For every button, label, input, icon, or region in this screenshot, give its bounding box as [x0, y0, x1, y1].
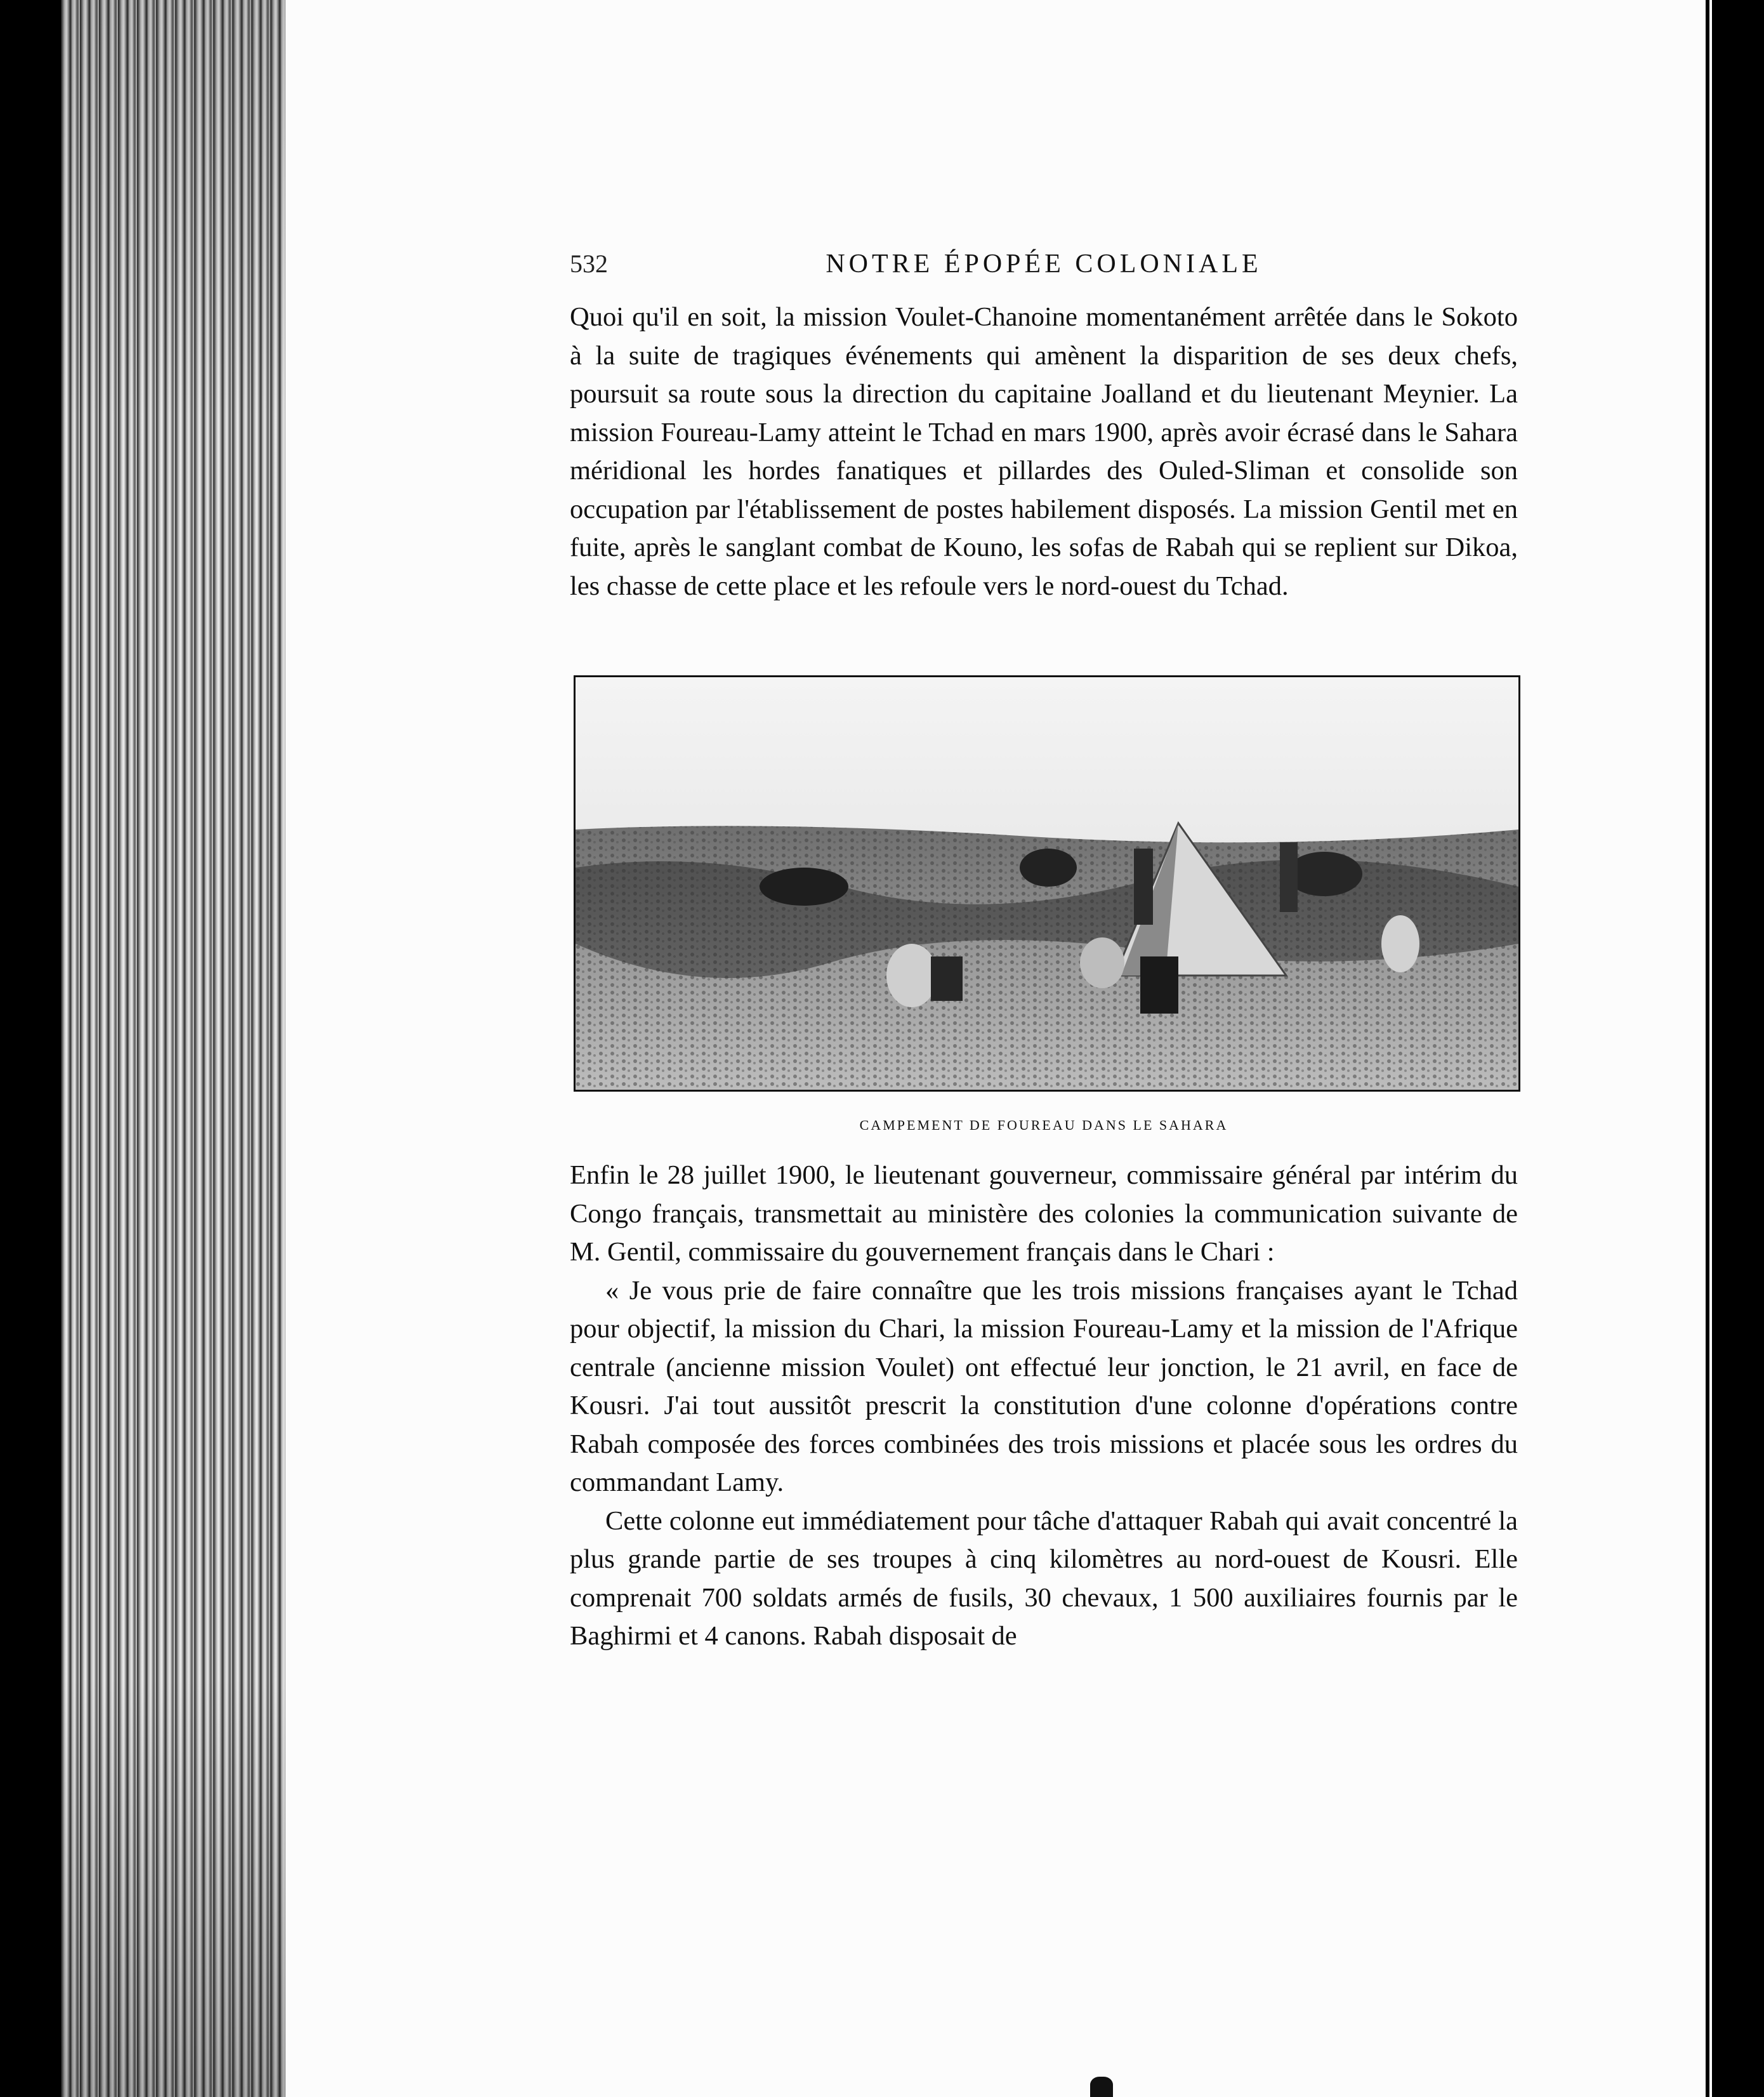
paragraph-1: Quoi qu'il en soit, la mission Voulet-Chanoine momentanément arrêtée dans le Sokoto à la suite de tragiques événements qui amènent la disparition de ses deux chefs, poursuit sa route sous la direction du capitaine Joalland et du lieutenant Meynier. La mission Foureau-Lamy atteint le Tchad en mars 1900, après avoir écrasé dans le Sahara méridional les hordes fanatiques et pillardes des Ouled-Sliman et consolide son occupation par l'établissement de postes habilement disposés. La mission Gentil met en fuite, après le sanglant combat de Kouno, les sofas de Rabah qui se replient sur Dikoa, les chasse de cette place et les refoule vers le nord-ouest du Tchad. — [570, 302, 1518, 601]
book-page-edges — [61, 0, 289, 2097]
text-block-bottom — [570, 1156, 1518, 1656]
scan-edge-line — [1709, 0, 1712, 2097]
photo-figure — [574, 675, 1520, 1092]
page-header — [570, 249, 1518, 287]
figure-caption: CAMPEMENT DE FOUREAU DANS LE SAHARA — [859, 1117, 1228, 1133]
paragraph-2: Enfin le 28 juillet 1900, le lieutenant gouverneur, commissaire général par intérim du Congo français, transmettait au ministère des colonies la communication suivante de M. Gentil, commissaire du gouvernement français dans le Chari : — [570, 1160, 1518, 1267]
page-number: 532 — [570, 249, 608, 278]
paragraph-4: Cette colonne eut immédiatement pour tâche d'attaquer Rabah qui avait concentré la plus grande partie de ses troupes à cinq kilomètres au nord-ouest de Kousri. Elle comprenait 700 soldats armés de fusils, 30 chevaux, 1 500 auxiliaires fournis par le Baghirmi et 4 canons. Rabah disposait de — [570, 1505, 1518, 1651]
scan-border — [1706, 0, 1764, 2097]
paragraph-3: « Je vous prie de faire connaître que les trois missions françaises ayant le Tchad pour objectif, la mission du Chari, la mission Foureau-Lamy et la mission de l'Afrique centrale (ancienne mission Voulet) ont effectué leur jonction, le 21 avril, en face de Kousri. J'ai tout aussitôt prescrit la constitution d'une colonne d'opérations contre Rabah composée des forces combinées des trois missions et placée sous les ordres du commandant Lamy. — [570, 1275, 1518, 1497]
text-block-top — [570, 298, 1518, 605]
camp-photo — [576, 677, 1518, 1090]
scan-artifact — [1090, 2077, 1113, 2097]
running-title: NOTRE ÉPOPÉE COLONIALE — [826, 249, 1262, 279]
